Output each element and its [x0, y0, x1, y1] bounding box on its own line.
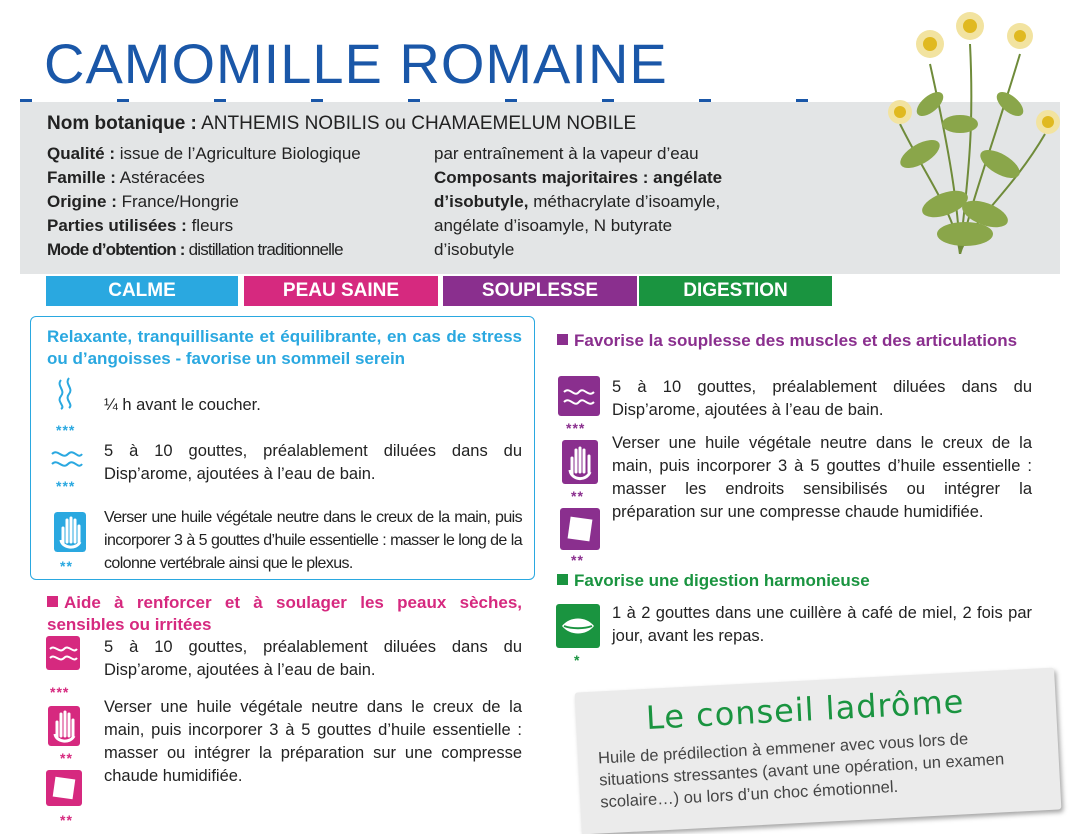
- souplesse-hand-stars: **: [571, 488, 584, 504]
- peau-title-text: Aide à renforcer et à soulager les peaux sèches, sensibles ou irritées: [47, 593, 522, 634]
- peau-bath-stars: ***: [50, 684, 70, 700]
- info-row-quality: [47, 142, 427, 166]
- peau-title: [47, 592, 522, 636]
- info-row-method: [47, 238, 427, 262]
- green-square-bullet: [557, 574, 568, 585]
- info-value: France/Hongrie: [121, 192, 239, 211]
- peau-hand-stars: **: [60, 750, 73, 766]
- calme-vapor-stars: ***: [56, 422, 76, 438]
- info-label: Origine :: [47, 192, 117, 211]
- digestion-mouth-stars: *: [574, 652, 581, 668]
- peau-hand-text: Verser une huile végétale neutre dans le creux de la main, puis incorporer 3 à 5 gouttes d’huile essentielle : masser ou intégrer la préparation sur une compresse chaude humidifiée.: [104, 698, 522, 785]
- info-value: issue de l’Agriculture Biologique: [119, 144, 361, 163]
- conseil-card: [575, 668, 1062, 834]
- info-left-column: [47, 142, 427, 262]
- digestion-title-text: Favorise une digestion harmonieuse: [574, 571, 870, 590]
- info-right-column: [434, 142, 814, 262]
- bath-icon: [46, 636, 80, 670]
- calme-hand-stars: **: [60, 558, 73, 574]
- souplesse-bath-stars: ***: [566, 420, 586, 436]
- mouth-icon: [556, 604, 600, 648]
- components-label-2: d’isobutyle,: [434, 192, 529, 211]
- chamomile-plant-illustration: [860, 4, 1070, 254]
- botanical-value: ANTHEMIS NOBILIS ou CHAMAEMELUM NOBILE: [201, 113, 637, 134]
- souplesse-bath-text: 5 à 10 gouttes, préalablement diluées dans du Disp’arome, ajoutées à l’eau de bain.: [612, 378, 1032, 419]
- calme-hand-text: Verser une huile végétale neutre dans le creux de la main, puis incorporer 3 à 5 gouttes d’huile essentielle : masser le long de la colonne vertébrale ainsi que le plexus.: [104, 509, 522, 572]
- souplesse-hand-text: Verser une huile végétale neutre dans le creux de la main, puis incorporer 3 à 5 gouttes d’huile essentielle : masser les endroits sensibilisés ou intégrer la préparation sur une compresse chaude humidifiée.: [612, 434, 1032, 521]
- info-value: fleurs: [191, 216, 234, 235]
- digestion-mouth-text: 1 à 2 gouttes dans une cuillère à café de miel, 2 fois par jour, avant les repas.: [612, 604, 1032, 645]
- calme-bath-stars: ***: [56, 478, 76, 494]
- info-row-parts: [47, 214, 427, 238]
- components-value: méthacrylate d’isoamyle,: [533, 192, 721, 211]
- tag-digestion: DIGESTION: [639, 276, 832, 306]
- info-row-origin: [47, 190, 427, 214]
- calme-title: Relaxante, tranquillisante et équilibrante, en cas de stress ou d’angoisses - favorise un sommeil serein: [47, 327, 522, 368]
- bath-icon: [50, 442, 84, 476]
- compress-icon: [560, 508, 600, 550]
- pink-square-bullet: [47, 596, 58, 607]
- botanical-name: [47, 113, 636, 135]
- info-label: Parties utilisées :: [47, 216, 187, 235]
- conseil-title: Le conseil ladrôme: [645, 682, 966, 737]
- vapor-icon: [48, 376, 82, 410]
- souplesse-title: [557, 330, 1032, 352]
- bath-icon: [558, 376, 600, 416]
- info-label: Mode d’obtention :: [47, 240, 185, 259]
- tag-souplesse: SOUPLESSE: [443, 276, 637, 306]
- digestion-title: [557, 570, 1032, 592]
- tag-calme: CALME: [46, 276, 238, 306]
- info-label: Famille :: [47, 168, 116, 187]
- components-line-2: [434, 190, 814, 214]
- info-row-family: [47, 166, 427, 190]
- conseil-text: Huile de prédilection à emmener avec vous lors de situations stressantes (avant une opération, un examen scolaire…) ou lors d’un choc émotionnel.: [597, 730, 1005, 812]
- hand-icon: [562, 440, 598, 484]
- info-method-continued: par entraînement à la vapeur d’eau: [434, 144, 699, 163]
- peau-bath-text: 5 à 10 gouttes, préalablement diluées dans du Disp’arome, ajoutées à l’eau de bain.: [104, 638, 522, 679]
- calme-vapor-text: ¼ h avant le coucher.: [104, 396, 261, 414]
- compress-icon: [46, 770, 82, 806]
- souplesse-compress-stars: **: [571, 552, 584, 568]
- info-value: Astéracées: [119, 168, 205, 187]
- components-line-4: d’isobutyle: [434, 240, 515, 259]
- components-label-1: [434, 166, 814, 190]
- components-line-3: angélate d’isoamyle, N butyrate: [434, 216, 673, 235]
- info-value: distillation traditionnelle: [188, 240, 343, 259]
- info-label: Qualité :: [47, 144, 116, 163]
- souplesse-title-text: Favorise la souplesse des muscles et des articulations: [574, 331, 1018, 350]
- components-label: Composants majoritaires : angélate: [434, 168, 723, 187]
- botanical-label: Nom botanique :: [47, 113, 197, 134]
- page-title: CAMOMILLE ROMAINE: [44, 32, 668, 95]
- hand-icon: [48, 706, 80, 746]
- tag-peau-saine: PEAU SAINE: [244, 276, 438, 306]
- peau-compress-stars: **: [60, 812, 73, 828]
- hand-icon: [54, 512, 86, 552]
- purple-square-bullet: [557, 334, 568, 345]
- calme-bath-text: 5 à 10 gouttes, préalablement diluées dans du Disp’arome, ajoutées à l’eau de bain.: [104, 442, 522, 483]
